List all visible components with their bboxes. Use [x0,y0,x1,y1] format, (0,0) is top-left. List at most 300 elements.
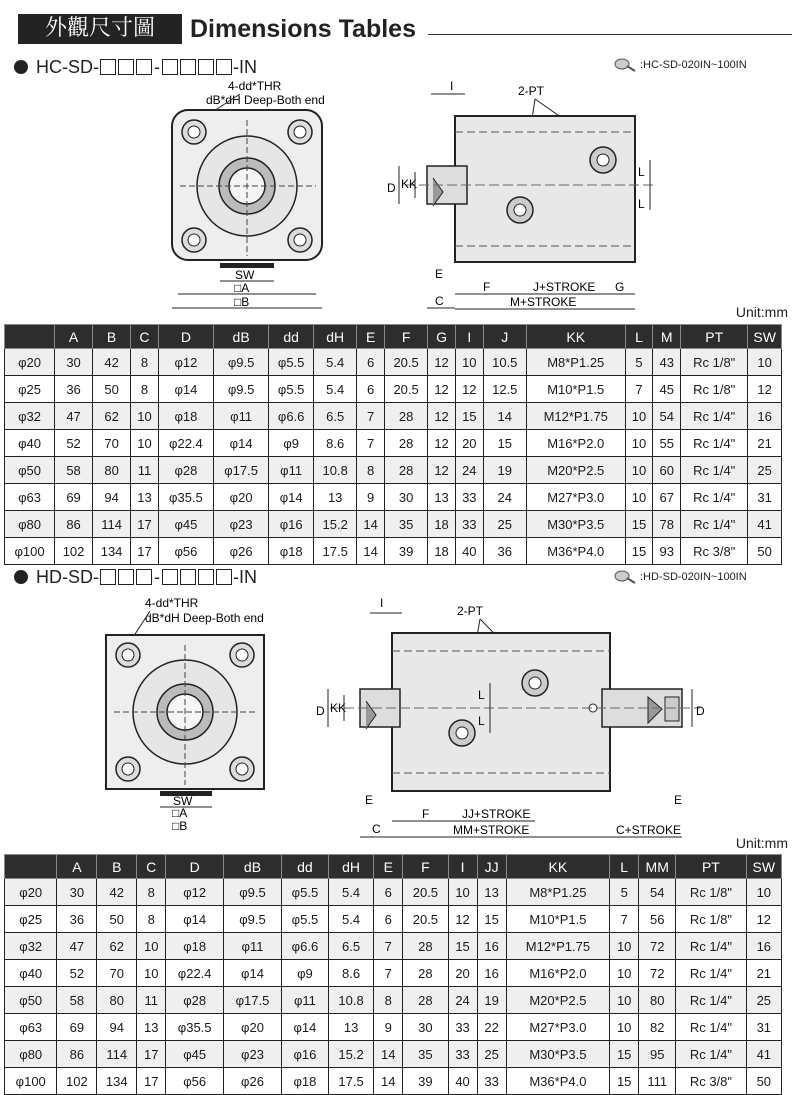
hc-model-suffix: -IN [233,57,257,77]
table-cell: φ9 [269,430,314,457]
magnifier-icon [614,58,636,72]
table-cell: 13 [328,1014,373,1041]
table-cell: M20*P2.5 [526,457,625,484]
table-cell: 16 [746,933,781,960]
table-cell: 14 [357,538,385,565]
hd-front-view-drawing [90,595,290,835]
table-cell: 45 [653,376,681,403]
table-cell: 15 [625,538,653,565]
table-cell: φ56 [166,1068,224,1095]
table-cell: 12 [428,349,456,376]
column-header: E [374,855,403,879]
table-cell: φ80 [5,511,55,538]
table-cell: 22 [477,1014,506,1041]
table-cell: φ16 [269,511,314,538]
table-cell: Rc 1/8" [681,349,748,376]
table-cell: Rc 1/4" [676,1014,746,1041]
table-cell: 41 [748,511,782,538]
table-cell: Rc 1/8" [676,879,746,906]
table-cell: 17 [131,538,159,565]
table-cell: φ45 [158,511,213,538]
table-cell: 69 [57,1014,97,1041]
table-cell: 5 [610,879,639,906]
hc-thr-label: 4-dd*THR [228,80,282,93]
column-header: F [403,855,448,879]
table-cell: 70 [97,960,137,987]
table-cell: 86 [57,1041,97,1068]
table-cell: 12 [748,376,782,403]
table-cell: 41 [746,1041,781,1068]
table-cell: 33 [477,1068,506,1095]
table-cell: 7 [374,960,403,987]
column-header: SW [746,855,781,879]
placeholder-box-icon [162,569,178,585]
table-cell: Rc 1/4" [681,430,748,457]
table-cell: 80 [97,987,137,1014]
column-header: I [455,325,483,349]
table-cell: 17 [131,511,159,538]
table-cell: 12 [746,906,781,933]
hd-ref-text: :HD-SD-020IN~100IN [640,571,747,583]
table-cell: 24 [455,457,483,484]
table-cell: 7 [374,933,403,960]
table-cell: 25 [483,511,526,538]
table-cell: φ9.5 [224,906,282,933]
hc-deep-label: dB*dH Deep-Both end [206,93,325,107]
placeholder-box-icon [216,59,232,75]
table-cell: 30 [55,349,93,376]
table-cell: φ20 [224,1014,282,1041]
hd-i-label: I [380,596,384,610]
table-cell: 20 [455,430,483,457]
table-cell: φ100 [5,1068,57,1095]
table-cell: φ25 [5,376,55,403]
hc-sw-label: SW [235,268,255,282]
table-cell: φ9.5 [224,879,282,906]
table-cell: 25 [477,1041,506,1068]
table-row [5,1068,782,1095]
table-cell: Rc 1/4" [676,1041,746,1068]
placeholder-box-icon [162,59,178,75]
hd-c-stroke-label: C+STROKE [616,823,682,837]
table-cell: 5 [625,349,653,376]
placeholder-box-icon [136,59,152,75]
column-header [5,325,55,349]
hc-model-prefix: HC-SD- [36,57,99,77]
table-cell: 6 [374,906,403,933]
table-cell: 6 [374,879,403,906]
table-row [5,430,782,457]
table-cell: 102 [57,1068,97,1095]
table-cell: 67 [653,484,681,511]
table-cell: 60 [653,457,681,484]
table-cell: 42 [97,879,137,906]
magnifier-icon [614,570,636,584]
hd-thr-label: 4-dd*THR [145,596,199,610]
table-cell: 19 [483,457,526,484]
table-cell: 11 [131,457,159,484]
table-cell: 20.5 [385,349,428,376]
table-cell: 8.6 [314,430,357,457]
column-header: A [55,325,93,349]
table-cell: 6 [357,376,385,403]
table-cell: φ18 [166,933,224,960]
table-cell: 82 [639,1014,676,1041]
table-cell: 43 [653,349,681,376]
table-cell: M30*P3.5 [526,511,625,538]
table-cell: φ5.5 [281,879,328,906]
table-cell: 114 [97,1041,137,1068]
table-cell: 21 [746,960,781,987]
table-cell: 28 [403,987,448,1014]
table-cell: 20 [448,960,477,987]
hd-a-label: □A [172,806,188,820]
hc-l-label: L [638,197,645,211]
column-header: C [131,325,159,349]
column-header: A [57,855,97,879]
table-cell: 94 [93,484,131,511]
placeholder-box-icon [198,569,214,585]
table-cell: φ5.5 [281,906,328,933]
table-row [5,376,782,403]
table-cell: φ50 [5,457,55,484]
table-cell: 15 [455,403,483,430]
table-cell: 54 [653,403,681,430]
table-cell: 36 [57,906,97,933]
hd-model-reference [614,570,747,584]
table-cell: 13 [314,484,357,511]
table-cell: φ23 [214,511,269,538]
table-cell: φ32 [5,403,55,430]
placeholder-box-icon [100,59,116,75]
table-cell: 15 [448,933,477,960]
column-header: dB [214,325,269,349]
hc-model-reference [614,58,747,72]
table-cell: 50 [93,376,131,403]
table-cell: 111 [639,1068,676,1095]
table-cell: 15 [610,1041,639,1068]
table-cell: 93 [653,538,681,565]
hc-j-label: J+STROKE [533,280,596,294]
table-cell: 33 [448,1041,477,1068]
model-dash: - [154,57,160,77]
table-cell: 58 [57,987,97,1014]
table-cell: M16*P2.0 [526,430,625,457]
table-cell: 36 [483,538,526,565]
table-cell: 40 [448,1068,477,1095]
table-cell: 10 [455,349,483,376]
table-cell: 10 [625,403,653,430]
title-rule [428,34,792,35]
table-cell: φ35.5 [166,1014,224,1041]
column-header: JJ [477,855,506,879]
table-cell: φ45 [166,1041,224,1068]
column-header: KK [526,325,625,349]
table-row [5,349,782,376]
table-cell: φ11 [214,403,269,430]
table-cell: 8.6 [328,960,373,987]
table-cell: 28 [403,960,448,987]
table-cell: 10 [448,879,477,906]
table-cell: 94 [97,1014,137,1041]
page-header [8,10,792,42]
table-cell: 50 [746,1068,781,1095]
column-header: PT [681,325,748,349]
table-cell: 12 [428,430,456,457]
table-cell: 7 [357,403,385,430]
table-cell: Rc 1/4" [681,403,748,430]
hc-d-label: D [387,181,396,195]
table-cell: 10.8 [328,987,373,1014]
table-cell: φ14 [158,376,213,403]
table-cell: 20.5 [403,906,448,933]
table-cell: 13 [428,484,456,511]
hc-pt-label: 2-PT [518,84,545,98]
table-cell: 5.4 [314,376,357,403]
table-cell: 58 [55,457,93,484]
table-cell: 6.5 [328,933,373,960]
column-header: M [653,325,681,349]
placeholder-box-icon [118,59,134,75]
table-cell: 30 [57,879,97,906]
column-header: dB [224,855,282,879]
table-cell: 7 [357,430,385,457]
hc-front-view-drawing [150,80,340,315]
table-cell: φ9.5 [214,376,269,403]
table-cell: 10 [131,403,159,430]
bullet-icon [14,570,28,584]
table-cell: 47 [57,933,97,960]
table-cell: φ50 [5,987,57,1014]
table-cell: 10.5 [483,349,526,376]
table-cell: 72 [639,960,676,987]
table-cell: 14 [357,511,385,538]
table-cell: 6 [357,349,385,376]
table-cell: φ100 [5,538,55,565]
table-cell: 20.5 [385,376,428,403]
hc-side-view-drawing [385,80,665,315]
table-cell: 11 [137,987,166,1014]
table-cell: 12 [455,376,483,403]
table-cell: 10 [610,1014,639,1041]
table-cell: 8 [357,457,385,484]
column-header: F [385,325,428,349]
hd-sw-label: SW [173,794,193,808]
table-row [5,484,782,511]
hc-dimensions-table [4,324,782,565]
table-cell: 70 [93,430,131,457]
column-header: dd [281,855,328,879]
table-cell: 35 [385,511,428,538]
table-cell: 80 [639,987,676,1014]
placeholder-box-icon [198,59,214,75]
table-row [5,906,782,933]
table-cell: φ14 [281,1014,328,1041]
table-cell: 28 [385,403,428,430]
table-cell: φ26 [214,538,269,565]
table-cell: 10 [137,960,166,987]
hd-l-label: L [478,688,485,702]
table-cell: 134 [97,1068,137,1095]
title-chinese: 外觀尺寸圖 [18,14,182,44]
table-cell: 86 [55,511,93,538]
table-row [5,987,782,1014]
table-cell: M8*P1.25 [526,349,625,376]
table-cell: φ80 [5,1041,57,1068]
column-header: L [625,325,653,349]
table-cell: Rc 3/8" [676,1068,746,1095]
table-cell: 42 [93,349,131,376]
table-cell: 14 [483,403,526,430]
title-english: Dimensions Tables [190,15,416,43]
table-cell: M16*P2.0 [506,960,610,987]
hd-dimensions-table [4,854,782,1095]
column-header: C [137,855,166,879]
hd-l-label: L [478,714,485,728]
table-cell: 17.5 [328,1068,373,1095]
table-cell: 28 [385,457,428,484]
table-cell: 5.4 [314,349,357,376]
table-row [5,511,782,538]
hd-f-label: F [422,807,430,821]
table-cell: 50 [97,906,137,933]
table-cell: φ28 [158,457,213,484]
table-cell: φ35.5 [158,484,213,511]
table-cell: 20.5 [403,879,448,906]
hc-i-label: I [450,80,454,93]
table-cell: M12*P1.75 [526,403,625,430]
table-cell: φ9 [281,960,328,987]
column-header: D [158,325,213,349]
table-cell: φ16 [281,1041,328,1068]
placeholder-box-icon [216,569,232,585]
hd-pt-label: 2-PT [457,604,484,618]
table-header-row [5,325,782,349]
table-cell: φ17.5 [224,987,282,1014]
placeholder-box-icon [180,569,196,585]
column-header: J [483,325,526,349]
table-cell: 18 [428,538,456,565]
bullet-icon [14,60,28,74]
table-cell: Rc 1/4" [681,457,748,484]
table-cell: Rc 1/4" [676,933,746,960]
table-cell: 5.4 [328,906,373,933]
hc-unit-label: Unit:mm [735,304,788,320]
table-cell: 62 [97,933,137,960]
table-cell: 15.2 [328,1041,373,1068]
table-row [5,457,782,484]
table-cell: 17.5 [314,538,357,565]
table-cell: 56 [639,906,676,933]
hd-e-label: E [365,793,374,807]
table-cell: 33 [455,484,483,511]
hd-e-label-right: E [674,793,683,807]
table-cell: 10 [137,933,166,960]
table-cell: 24 [483,484,526,511]
hc-a-label: □A [234,281,250,295]
table-cell: M10*P1.5 [506,906,610,933]
placeholder-box-icon [100,569,116,585]
table-cell: 25 [748,457,782,484]
table-cell: φ9.5 [214,349,269,376]
table-cell: 10.8 [314,457,357,484]
hd-kk-label: KK [330,701,347,715]
table-cell: 6.5 [314,403,357,430]
table-cell: 19 [477,987,506,1014]
table-cell: φ25 [5,906,57,933]
hc-f-label: F [483,280,491,294]
table-cell: 80 [93,457,131,484]
table-cell: φ22.4 [158,430,213,457]
table-cell: 10 [625,457,653,484]
placeholder-box-icon [118,569,134,585]
hd-deep-label: dB*dH Deep-Both end [145,611,264,625]
table-row [5,403,782,430]
table-cell: 16 [477,960,506,987]
table-cell: Rc 1/8" [681,376,748,403]
table-cell: 62 [93,403,131,430]
hc-ref-text: :HC-SD-020IN~100IN [640,59,747,71]
hd-d-label-right: D [696,704,705,718]
table-cell: M30*P3.5 [506,1041,610,1068]
table-cell: φ20 [5,879,57,906]
table-cell: φ14 [214,430,269,457]
table-cell: 9 [357,484,385,511]
table-cell: 36 [55,376,93,403]
table-cell: φ5.5 [269,376,314,403]
column-header: SW [748,325,782,349]
hd-mm-label: MM+STROKE [453,823,530,837]
table-cell: φ40 [5,430,55,457]
table-cell: φ40 [5,960,57,987]
table-cell: φ14 [166,906,224,933]
table-row [5,1014,782,1041]
table-cell: 52 [55,430,93,457]
table-cell: φ18 [281,1068,328,1095]
column-header: dd [269,325,314,349]
table-cell: φ23 [224,1041,282,1068]
table-cell: φ14 [224,960,282,987]
table-cell: Rc 3/8" [681,538,748,565]
table-cell: 40 [455,538,483,565]
column-header: E [357,325,385,349]
hc-c-label: C [435,294,444,308]
table-cell: 33 [455,511,483,538]
hd-jj-label: JJ+STROKE [462,807,531,821]
table-cell: 31 [748,484,782,511]
hd-unit-label: Unit:mm [735,835,788,851]
table-cell: 95 [639,1041,676,1068]
column-header: G [428,325,456,349]
table-cell: M27*P3.0 [506,1014,610,1041]
table-row [5,1041,782,1068]
table-cell: 114 [93,511,131,538]
column-header: B [93,325,131,349]
hd-d-label: D [316,704,325,718]
table-cell: φ11 [281,987,328,1014]
table-cell: 13 [477,879,506,906]
table-cell: φ11 [269,457,314,484]
placeholder-box-icon [136,569,152,585]
table-cell: φ12 [166,879,224,906]
table-cell: 55 [653,430,681,457]
table-row [5,933,782,960]
table-cell: 10 [746,879,781,906]
hd-model-prefix: HD-SD- [36,567,99,587]
column-header: PT [676,855,746,879]
table-cell: 24 [448,987,477,1014]
table-cell: 16 [748,403,782,430]
